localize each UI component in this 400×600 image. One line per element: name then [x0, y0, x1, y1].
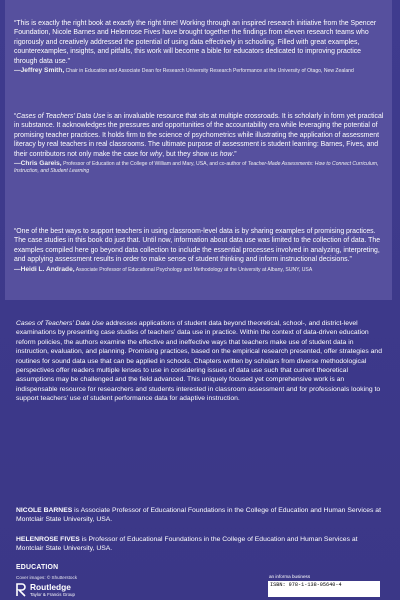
quote-author: —Chris Gareis,	[14, 160, 62, 168]
quote-affiliation: Chair in Education and Associate Dean for Research University Research Performance at the University of Otago, New Zealand	[65, 68, 354, 75]
publisher-group: Taylor & Francis Group	[30, 592, 75, 597]
book-title: Cases of Teachers’ Data Use	[16, 113, 106, 120]
description-text: addresses applications of student data beyond theoretical, school-, and district-level examinations by presenting case studies of teachers’ data use in practice. Within the context of data-driven education reform policies, the authors examine the effective and ineffective ways that teachers make use of student data in instruction, evaluation, and planning. Promising practices, based on the empirical research presented, offer strategies and routines for sound data use that can be applied in schools. Chapters written by scholars from diverse methodological perspectives offer readers multiple lenses to use in considering issues of data use such that current theoretical assumptions may be challenged and the field advanced. This uniquely focused yet comprehensive work is an indispensable resource for researchers and students interested in classroom assessment and for professionals looking to support teachers’ use of student performance data for adaptive instruction.	[16, 320, 382, 403]
publisher-logo	[16, 583, 106, 599]
publisher-name: Routledge	[30, 582, 71, 592]
author-bio-2	[16, 535, 384, 554]
quote-author: —Heidi L. Andrade,	[14, 265, 75, 273]
author-bio-1	[16, 506, 384, 525]
quote-attribution	[14, 67, 384, 75]
quote-affiliation: Professor of Education at the College of William and Mary, USA, and co-author of	[63, 161, 248, 168]
quote-text: “One of the best ways to support teachers in using classroom-level data is by sharing examples of promising practices. The case studies in this book do just that. Until now, information about data use was limited to the collection of data. The examples compiled here go beyond data collection to include the essential processes involved in analyzing, interpreting, and applying assessment results in order to make sense of student thinking and inform instructional decisions.”	[14, 228, 381, 264]
endorsement-quote-1	[14, 19, 384, 75]
emphasis-how: how	[219, 150, 233, 158]
author-bio-text: is Associate Professor of Educational Foundations in the College of Education and Human Services at Montclair State University, USA.	[16, 507, 381, 524]
quote-text	[14, 112, 384, 159]
barcode	[268, 581, 380, 597]
quote-text: “This is exactly the right book at exactly the right time! Working through an inspired research initiative from the Spencer Foundation, Nicole Barnes and Helenrose Fives have brought together the findings from eleven research teams who rigorously and creatively addressed the potential of using data effectively in schooling. Filled with great examples, counterexamples, insights, and pitfalls, this work will become a bible for educators dedicated to improving practice through data use.”	[14, 20, 377, 65]
book-description	[16, 319, 384, 404]
quote-body-cont: , but they show us	[162, 150, 220, 158]
quote-affiliation: Associate Professor of Educational Psychology and Methodology at the University at Albany, SUNY, USA	[75, 266, 313, 273]
cover-image-credit: Cover images: © Shutterstock	[16, 575, 78, 580]
isbn-number: ISBN: 978-1-138-05640-4	[270, 582, 342, 588]
quote-attribution	[14, 266, 384, 274]
quote-attribution	[14, 160, 384, 175]
author-name: HELENROSE FIVES	[16, 536, 80, 543]
author-name: NICOLE BARNES	[16, 507, 73, 514]
endorsement-quote-2	[14, 112, 384, 175]
endorsement-quote-3	[14, 227, 384, 274]
quote-open-mark: “	[14, 113, 17, 120]
quote-affiliation-book: Teacher-Made Assessments: How to Connect Curriculum, Instruction, and Student Learning	[14, 161, 379, 175]
informa-tagline: an informa business	[269, 574, 311, 579]
routledge-r-icon	[16, 583, 27, 597]
quote-close: .”	[232, 150, 237, 158]
quote-body: is an invaluable resource that sits at multiple crossroads. It is scholarly in form yet practical in substance. It acknowledges the pressures and opportunities of the accountability era while leveraging the potential of promising teacher practices. It holds firm to the science of psychometrics while illustrating the application of assessment literacy by real teachers in real classrooms. The ultimate purpose of assessment is student learning: Barnes, Fives, and their contributors not only make the case for	[14, 113, 384, 158]
emphasis-why: why	[149, 150, 163, 158]
quote-author: —Jeffrey Smith,	[14, 67, 65, 75]
author-bio-text: is Professor of Educational Foundations in the College of Education and Human Services at Montclair State University, USA.	[16, 536, 358, 553]
book-title: Cases of Teachers’ Data Use	[16, 320, 104, 327]
subject-category: EDUCATION	[16, 564, 59, 571]
